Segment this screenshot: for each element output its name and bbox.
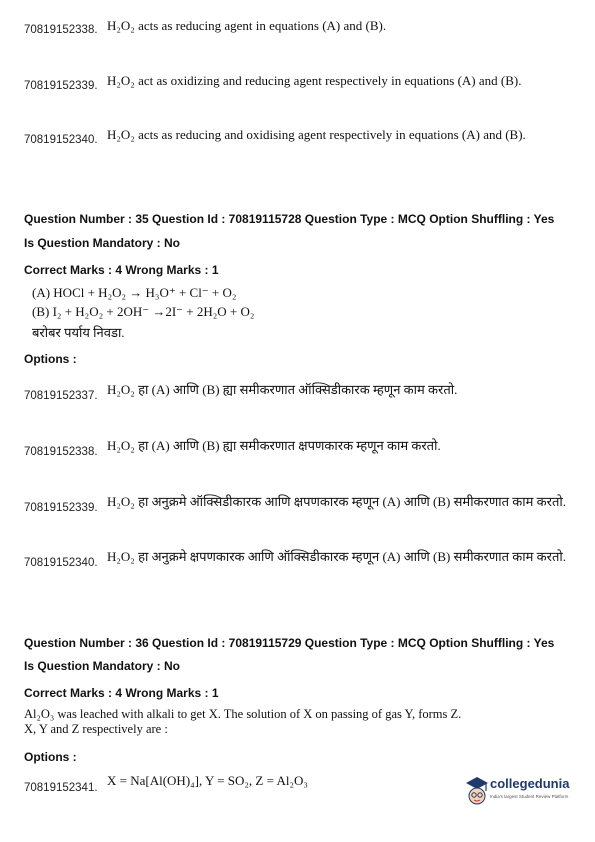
- collegedunia-logo: [464, 772, 576, 812]
- graduate-icon: [464, 774, 490, 808]
- question-text: Al₂O₃ was leached with alkali to get X. The solution of X on passing of gas Y, forms Z.: [24, 707, 462, 721]
- question-instruction: बरोबर पर्याय निवडा.: [32, 325, 125, 340]
- equation-b: (B) I₂ + H₂O₂ + 2OH⁻ →2I⁻ + 2H₂O + O₂: [32, 304, 255, 319]
- option-id: 70819152339.: [24, 80, 98, 92]
- option-text: H₂O₂ हा (A) आणि (B) ह्या समीकरणात ऑक्सिडीकारक म्हणून काम करतो.: [107, 382, 458, 397]
- option-id: 70819152340.: [24, 134, 98, 146]
- question-marks: Correct Marks : 4 Wrong Marks : 1: [24, 686, 219, 700]
- option-id: 70819152340.: [24, 557, 98, 569]
- option-text: X = Na[Al(OH)₄], Y = SO₂, Z = Al₂O₃: [107, 773, 308, 788]
- options-label: Options :: [24, 750, 77, 764]
- question-mandatory: Is Question Mandatory : No: [24, 659, 181, 673]
- equation-a: (A) HOCl + H₂O₂ → H₃O⁺ + Cl⁻ + O₂: [32, 285, 237, 300]
- option-id: 70819152338.: [24, 446, 98, 458]
- option-text: H₂O₂ acts as reducing agent in equations (A) and (B).: [107, 18, 387, 33]
- question-text: X, Y and Z respectively are :: [24, 722, 168, 736]
- options-label: Options :: [24, 352, 77, 366]
- question-header: Question Number : 35 Question Id : 70819115728 Question Type : MCQ Option Shuffling : Yes: [24, 212, 555, 226]
- logo-name: collegedunia: [490, 776, 570, 791]
- logo-tagline: India's largest Student Review Platform: [490, 794, 569, 799]
- option-text: H₂O₂ हा अनुक्रमे ऑक्सिडीकारक आणि क्षपणकारक म्हणून (A) आणि (B) समीकरणात काम करतो.: [107, 494, 566, 509]
- option-text: H₂O₂ हा अनुक्रमे क्षपणकारक आणि ऑक्सिडीकारक म्हणून (A) आणि (B) समीकरणात काम करतो.: [107, 549, 566, 564]
- option-id: 70819152341.: [24, 782, 98, 794]
- question-header: Question Number : 36 Question Id : 70819115729 Question Type : MCQ Option Shuffling : Yes: [24, 636, 555, 650]
- option-text: H₂O₂ हा (A) आणि (B) ह्या समीकरणात क्षपणकारक म्हणून काम करतो.: [107, 438, 441, 453]
- question-marks: Correct Marks : 4 Wrong Marks : 1: [24, 263, 219, 277]
- option-text: H₂O₂ acts as reducing and oxidising agent respectively in equations (A) and (B).: [107, 127, 526, 142]
- option-id: 70819152339.: [24, 502, 98, 514]
- question-mandatory: Is Question Mandatory : No: [24, 236, 181, 250]
- option-text: H₂O₂ act as oxidizing and reducing agent respectively in equations (A) and (B).: [107, 73, 522, 88]
- option-id: 70819152337.: [24, 390, 98, 402]
- option-id: 70819152338.: [24, 24, 98, 36]
